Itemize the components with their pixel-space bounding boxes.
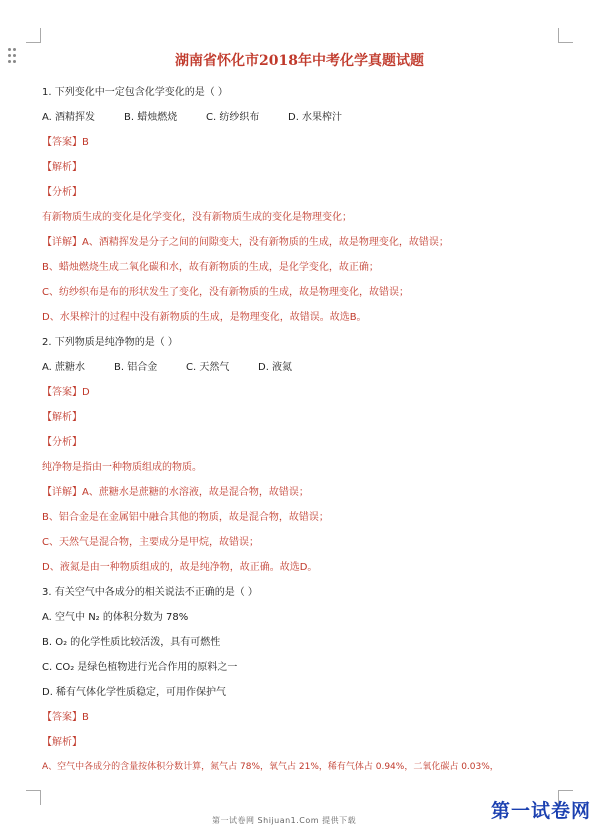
- analysis-label: 【解析】: [42, 412, 82, 423]
- detail-line: D、水果榨汁的过程中没有新物质的生成，是物理变化，故错误。故选B。: [42, 312, 367, 323]
- detail-line: 【详解】A、酒精挥发是分子之间的间隙变大，没有新物质的生成，故是物理变化，故错误；: [42, 237, 449, 248]
- question-3-stem: 3. 有关空气中各成分的相关说法不正确的是（ ）: [42, 587, 258, 598]
- page-title: 湖南省怀化市2018年中考化学真题试题: [175, 53, 424, 69]
- option-c: C. 天然气: [186, 362, 230, 373]
- option-b: B. O₂ 的化学性质比较活泼，具有可燃性: [42, 637, 221, 648]
- detail-line: C、纺纱织布是布的形状发生了变化，没有新物质的生成，故是物理变化，故错误；: [42, 287, 409, 298]
- answer-label: 【答案】B: [42, 712, 89, 723]
- analysis-label: 【解析】: [42, 162, 82, 173]
- option-d: D. 稀有气体化学性质稳定，可用作保护气: [42, 687, 227, 698]
- fenxi-label: 【分析】: [42, 187, 82, 198]
- answer-label: 【答案】B: [42, 137, 89, 148]
- detail-line: C、天然气是混合物，主要成分是甲烷，故错误；: [42, 537, 259, 548]
- option-d: D. 液氮: [258, 362, 293, 373]
- detail-line: B、蜡烛燃烧生成二氧化碳和水，故有新物质的生成，是化学变化，故正确；: [42, 262, 379, 273]
- option-b: B. 铝合金: [114, 362, 158, 373]
- answer-label: 【答案】D: [42, 387, 90, 398]
- detail-line: D、液氮是由一种物质组成的，故是纯净物，故正确。故选D。: [42, 562, 318, 573]
- option-a: A. 酒精挥发: [42, 112, 96, 123]
- option-a: A. 蔗糖水: [42, 362, 86, 373]
- fenxi-text: 纯净物是指由一种物质组成的物质。: [42, 462, 202, 473]
- fenxi-label: 【分析】: [42, 437, 82, 448]
- question-2-options: [42, 355, 572, 380]
- document-body: [42, 80, 572, 780]
- option-a: A. 空气中 N₂ 的体积分数为 78%: [42, 612, 189, 623]
- site-logo[interactable]: 第一试卷网: [490, 800, 591, 822]
- detail-line: 【详解】A、蔗糖水是蔗糖的水溶液，故是混合物，故错误；: [42, 487, 309, 498]
- crop-mark-top-left: [26, 28, 41, 43]
- crop-mark-bottom-left: [26, 790, 41, 805]
- fenxi-text: 有新物质生成的变化是化学变化，没有新物质生成的变化是物理变化；: [42, 212, 352, 223]
- question-1-stem: 1. 下列变化中一定包含化学变化的是（ ）: [42, 87, 228, 98]
- analysis-label: 【解析】: [42, 737, 82, 748]
- option-c: C. 纺纱织布: [206, 112, 260, 123]
- question-2-stem: 2. 下列物质是纯净物的是（ ）: [42, 337, 178, 348]
- detail-line: B、铝合金是在金属铝中融合其他的物质，故是混合物，故错误；: [42, 512, 329, 523]
- crop-mark-top-right: [558, 28, 573, 43]
- detail-line: A、空气中各成分的含量按体积分数计算，氮气占 78%，氧气占 21%，稀有气体占 0.94%，二氧化碳占 0.03%，: [42, 762, 499, 772]
- question-1-options: [42, 105, 572, 130]
- option-d: D. 水果榨汁: [288, 112, 343, 123]
- option-b: B. 蜡烛燃烧: [124, 112, 178, 123]
- footer-text: 第一试卷网 Shijuan1.Com 提供下载: [212, 816, 357, 825]
- option-c: C. CO₂ 是绿色植物进行光合作用的原料之一: [42, 662, 238, 673]
